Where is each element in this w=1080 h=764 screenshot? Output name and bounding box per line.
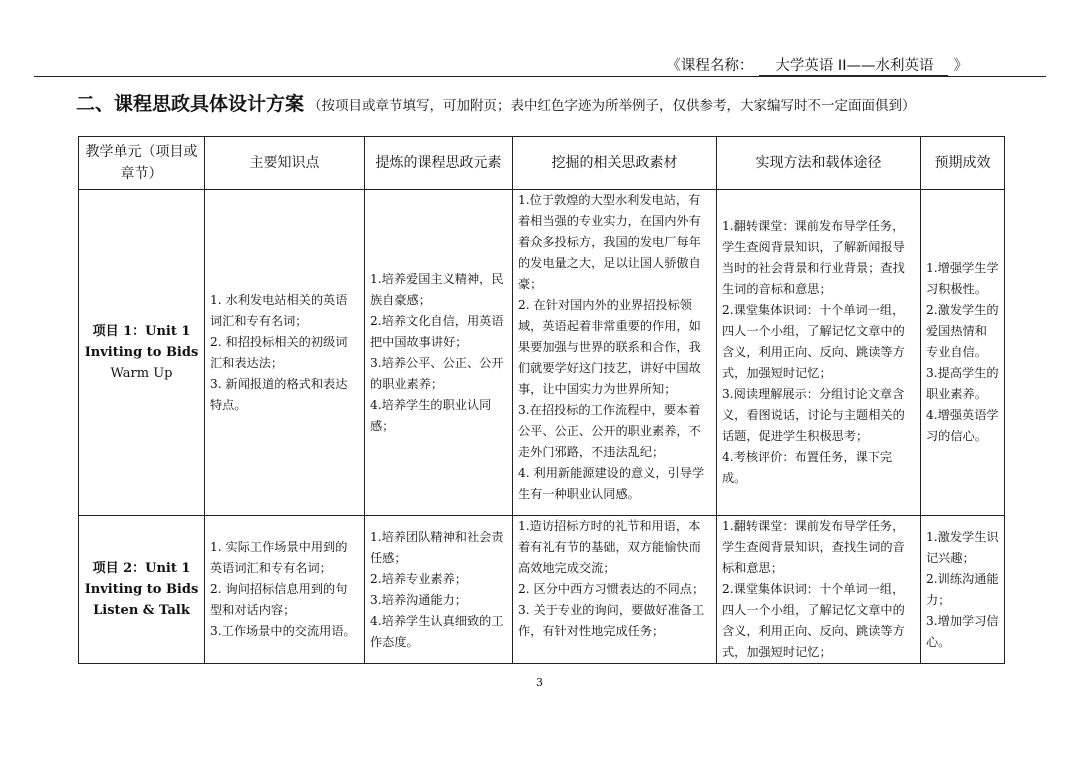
knowledge-item: 3.工作场景中的交流用语。: [210, 624, 356, 638]
course-header-prefix: 《课程名称：: [666, 58, 754, 74]
knowledge-item: 3. 新闻报道的格式和表达特点。: [210, 376, 348, 412]
outcome-item: 1.激发学生识记兴趣；: [926, 529, 999, 565]
outcomes-cell: [921, 516, 1005, 664]
materials-cell: [513, 516, 717, 664]
unit-section: Listen & Talk: [93, 603, 190, 618]
table-row: [79, 190, 1005, 516]
material-item: 2. 在针对国内外的业界招投标领域，英语起着非常重要的作用，如果要加强与世界的联系和合作，我们就要学好这门技艺，讲好中国故事，让中国实力为世界所知；: [518, 298, 701, 396]
outcome-item: 1.增强学生学习积极性。: [926, 261, 999, 296]
method-item: 3.阅读理解展示：分组讨论文章含义，看图说话，讨论与主题相关的话题，促进学生积极思考；: [722, 387, 905, 443]
unit-project: 项目 1：Unit 1: [92, 324, 191, 339]
outcome-item: 4.增强英语学习的信心。: [926, 408, 999, 443]
header-rule: [34, 76, 1046, 77]
material-item: 4. 利用新能源建设的意义，引导学生有一种职业认同感。: [518, 466, 705, 501]
material-item: 1.位于敦煌的大型水利发电站，有着相当强的专业实力，在国内外有着众多投标方，我国的发电厂每年的发电量之大，足以让国人骄傲自豪；: [518, 193, 701, 291]
course-name: 大学英语 II——水利英语: [759, 54, 947, 76]
method-item: 2.课堂集体识词：十个单词一组，四人一个小组，了解记忆文章中的含义，利用正向、反向、跳读等方式，加强短时记忆；: [722, 303, 905, 380]
element-item: 3.培养沟通能力；: [370, 592, 467, 607]
knowledge-cell: [205, 516, 365, 664]
section-heading: [76, 89, 916, 116]
knowledge-cell: [205, 190, 365, 516]
material-item: 3. 关于专业的询问，要做好准备工作，有针对性地完成任务；: [518, 603, 705, 638]
outcome-item: 2.激发学生的爱国热情和专业自信。: [926, 303, 999, 359]
unit-cell: [79, 190, 205, 516]
design-plan-table: [78, 136, 1005, 664]
header-expected-outcomes: 预期成效: [921, 137, 1005, 190]
element-item: 4.培养学生的职业认同感；: [370, 397, 492, 433]
outcome-item: 2.训练沟通能力；: [926, 571, 999, 607]
method-item: 2.课堂集体识词：十个单词一组，四人一个小组，了解记忆文章中的含义，利用正向、反向、跳读等方式，加强短时记忆；: [722, 582, 905, 659]
course-header: [666, 54, 968, 76]
knowledge-item: 2. 和招投标相关的初级词汇和表达法；: [210, 334, 348, 370]
element-item: 4.培养学生认真细致的工作态度。: [370, 613, 504, 649]
section-note: （按项目或章节填写，可加附页；表中红色字迹为所举例子，仅供参考，大家编写时不一定面面俱到）: [308, 98, 916, 114]
course-header-suffix: 》: [953, 58, 968, 74]
method-item: 1.翻转课堂：课前发布导学任务，学生查阅背景知识，了解新闻报导当时的社会背景和行业背景；查找生词的音标和意思；: [722, 219, 905, 296]
methods-cell: [717, 516, 921, 664]
unit-title: Inviting to Bids: [84, 345, 199, 360]
unit-title: Inviting to Bids: [84, 582, 199, 597]
outcome-item: 3.增加学习信心。: [926, 613, 999, 649]
element-item: 1.培养团队精神和社会责任感；: [370, 529, 504, 565]
knowledge-item: 1. 实际工作场景中用到的英语词汇和专有名词；: [210, 540, 348, 575]
header-teaching-unit: 教学单元（项目或章节）: [79, 137, 205, 190]
material-item: 1.造访招标方时的礼节和用语，本着有礼有节的基础，双方能愉快而高效地完成交流；: [518, 519, 701, 575]
header-related-materials: 挖掘的相关思政素材: [513, 137, 717, 190]
section-title: 二、课程思政具体设计方案: [76, 93, 305, 115]
table-row: [79, 516, 1005, 664]
material-item: 3.在招投标的工作流程中，要本着公平、公正、公开的职业素养，不走外门邪路，不违法乱纪；: [518, 403, 701, 459]
material-item: 2. 区分中西方习惯表达的不同点；: [518, 582, 705, 596]
header-ideological-elements: 提炼的课程思政元素: [365, 137, 513, 190]
header-methods-channels: 实现方法和载体途径: [717, 137, 921, 190]
header-knowledge-points: 主要知识点: [205, 137, 365, 190]
unit-section: Warm Up: [110, 366, 173, 381]
element-item: 1.培养爱国主义精神，民族自豪感；: [370, 271, 504, 307]
element-item: 3.培养公平、公正、公开的职业素养；: [370, 355, 504, 391]
elements-cell: [365, 516, 513, 664]
unit-cell: [79, 516, 205, 664]
methods-cell: [717, 190, 921, 516]
element-item: 2.培养专业素养；: [370, 571, 467, 586]
method-item: 1.翻转课堂：课前发布导学任务，学生查阅背景知识，查找生词的音标和意思；: [722, 519, 905, 575]
outcome-item: 3.提高学生的职业素养。: [926, 366, 999, 401]
table-header-row: [79, 137, 1005, 190]
element-item: 2.培养文化自信，用英语把中国故事讲好；: [370, 313, 504, 349]
unit-project: 项目 2：Unit 1: [92, 561, 191, 576]
knowledge-item: 2. 询问招标信息用到的句型和对话内容；: [210, 582, 348, 617]
materials-cell: [513, 190, 717, 516]
page-number: 3: [536, 676, 543, 689]
elements-cell: [365, 190, 513, 516]
knowledge-item: 1. 水利发电站相关的英语词汇和专有名词；: [210, 292, 348, 328]
method-item: 4.考核评价：布置任务，课下完成。: [722, 450, 893, 485]
outcomes-cell: [921, 190, 1005, 516]
